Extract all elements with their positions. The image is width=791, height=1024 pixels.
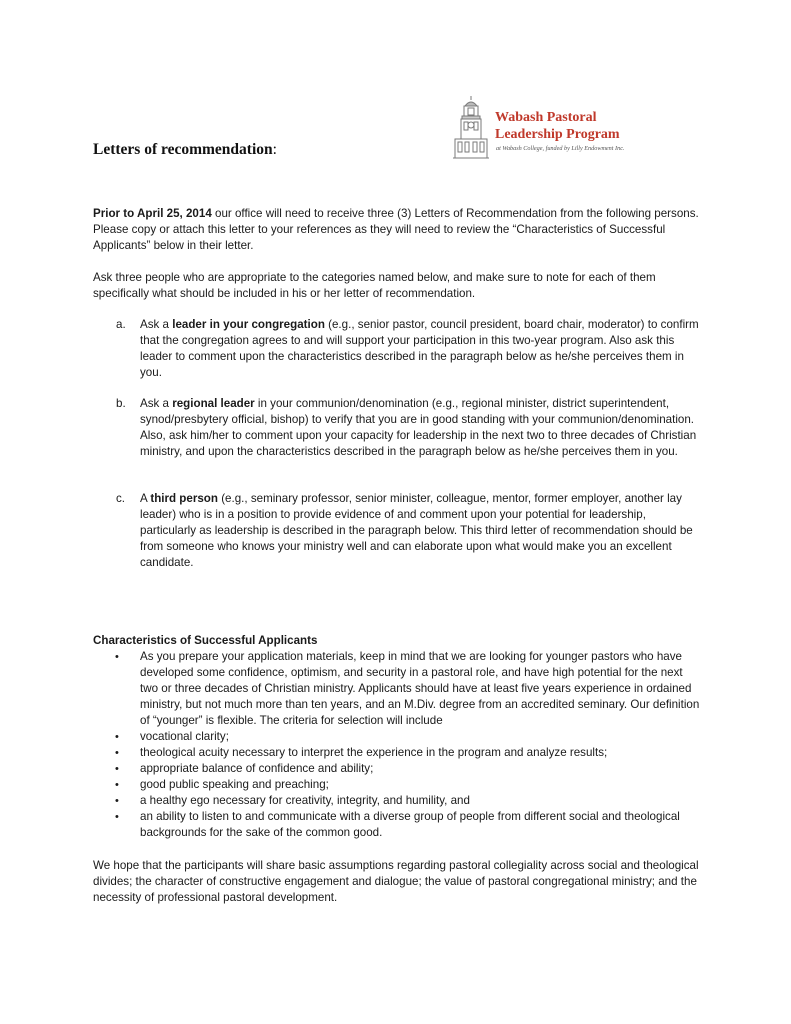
page-title-text: Letters of recommendation <box>93 141 273 158</box>
intro-paragraph <box>93 206 699 254</box>
list-item <box>93 745 703 761</box>
page-title-colon: : <box>272 141 277 158</box>
item-bold: leader in your congregation <box>172 318 325 331</box>
item-post: (e.g., seminary professor, senior minister, colleague, mentor, former employer, another lay leader) who is in a position to provide evidence of and comment upon your potential for leadership, particularly as leadership is described in the paragraph below. This third letter of recommendation should be from someone who knows your ministry well and can elaborate upon what would make you an excellent candidate. <box>140 492 693 569</box>
bullet-icon: • <box>115 651 119 663</box>
bell-tower-icon <box>451 94 491 160</box>
item-pre: Ask a <box>140 318 173 331</box>
item-marker: c. <box>116 492 126 505</box>
list-item-text: an ability to listen to and communicate with a diverse group of people from different social and theological backgrounds for the sake of the common good. <box>140 810 680 839</box>
closing-paragraph: We hope that the participants will share basic assumptions regarding pastoral collegiality across social and theological divides; the character of constructive engagement and dialogue; the value of pastoral congregational ministry; and the necessity of professional pastoral development. <box>93 859 699 904</box>
bullet-icon: • <box>115 795 119 807</box>
characteristics-heading: Characteristics of Successful Applicants <box>93 634 318 647</box>
item-pre: Ask a <box>140 397 173 410</box>
list-item-text: As you prepare your application materials, keep in mind that we are looking for younger pastors who have developed some confidence, optimism, and security in a pastoral role, and have high potential for the next two or three decades of Christian ministry. Applicants should have at least five years experience in ordained ministry, but not much more than ten years, and an M.Div. degree from an accredited seminary. Our definition of “younger” is flexible. The criteria for selection will include <box>140 650 700 727</box>
list-item <box>93 649 703 729</box>
list-item-text: appropriate balance of confidence and ability; <box>140 762 374 775</box>
characteristics-list <box>93 649 703 841</box>
item-bold: regional leader <box>172 397 255 410</box>
program-logo <box>451 94 631 160</box>
ask-intro-paragraph: Ask three people who are appropriate to the categories named below, and make sure to note for each of them specifically what should be included in his or her letter of recommendation. <box>93 271 656 300</box>
bullet-icon: • <box>115 747 119 759</box>
list-item <box>93 809 703 841</box>
list-item <box>93 729 703 745</box>
logo-title-line1: Wabash Pastoral <box>495 110 597 125</box>
item-pre: A <box>140 492 151 505</box>
list-item-text: good public speaking and preaching; <box>140 778 329 791</box>
item-post: in your communion/denomination (e.g., regional minister, district superintendent, synod/presbytery official, bishop) to verify that you are in good standing with your communion/denomination. Also, ask him/her to comment upon your capacity for leadership in the next two to three decades of Christian ministry, and upon the characteristics described in the paragraph below as he/she perceives them in you. <box>140 397 697 458</box>
bullet-icon: • <box>115 731 119 743</box>
list-item-text: a healthy ego necessary for creativity, integrity, and humility, and <box>140 794 470 807</box>
recommender-item-c <box>93 491 703 571</box>
list-item-text: vocational clarity; <box>140 730 229 743</box>
page-title <box>93 140 277 160</box>
list-item <box>93 793 703 809</box>
logo-title-line2: Leadership Program <box>495 127 620 142</box>
bullet-icon: • <box>115 811 119 823</box>
bullet-icon: • <box>115 763 119 775</box>
deadline-text: Prior to April 25, 2014 <box>93 207 212 220</box>
recommender-item-b <box>93 396 703 460</box>
list-item <box>93 761 703 777</box>
item-bold: third person <box>150 492 218 505</box>
logo-tagline: at Wabash College, funded by Lilly Endowment Inc. <box>496 145 625 152</box>
item-marker: b. <box>116 397 126 410</box>
bullet-icon: • <box>115 779 119 791</box>
item-marker: a. <box>116 318 126 331</box>
list-item-text: theological acuity necessary to interpret the experience in the program and analyze results; <box>140 746 608 759</box>
intro-text: our office will need to receive three (3) Letters of Recommendation from the following persons. Please copy or attach this letter to your references as they will need to review the “Characteristics of Successful Applicants” below in their letter. <box>93 207 699 252</box>
item-post: (e.g., senior pastor, council president, board chair, moderator) to confirm that the congregation agrees to and will support your participation in this two-year program. Also ask this leader to comment upon the characteristics described in the paragraph below as he/she perceives them in you. <box>140 318 699 379</box>
list-item <box>93 777 703 793</box>
recommender-item-a <box>93 317 703 381</box>
